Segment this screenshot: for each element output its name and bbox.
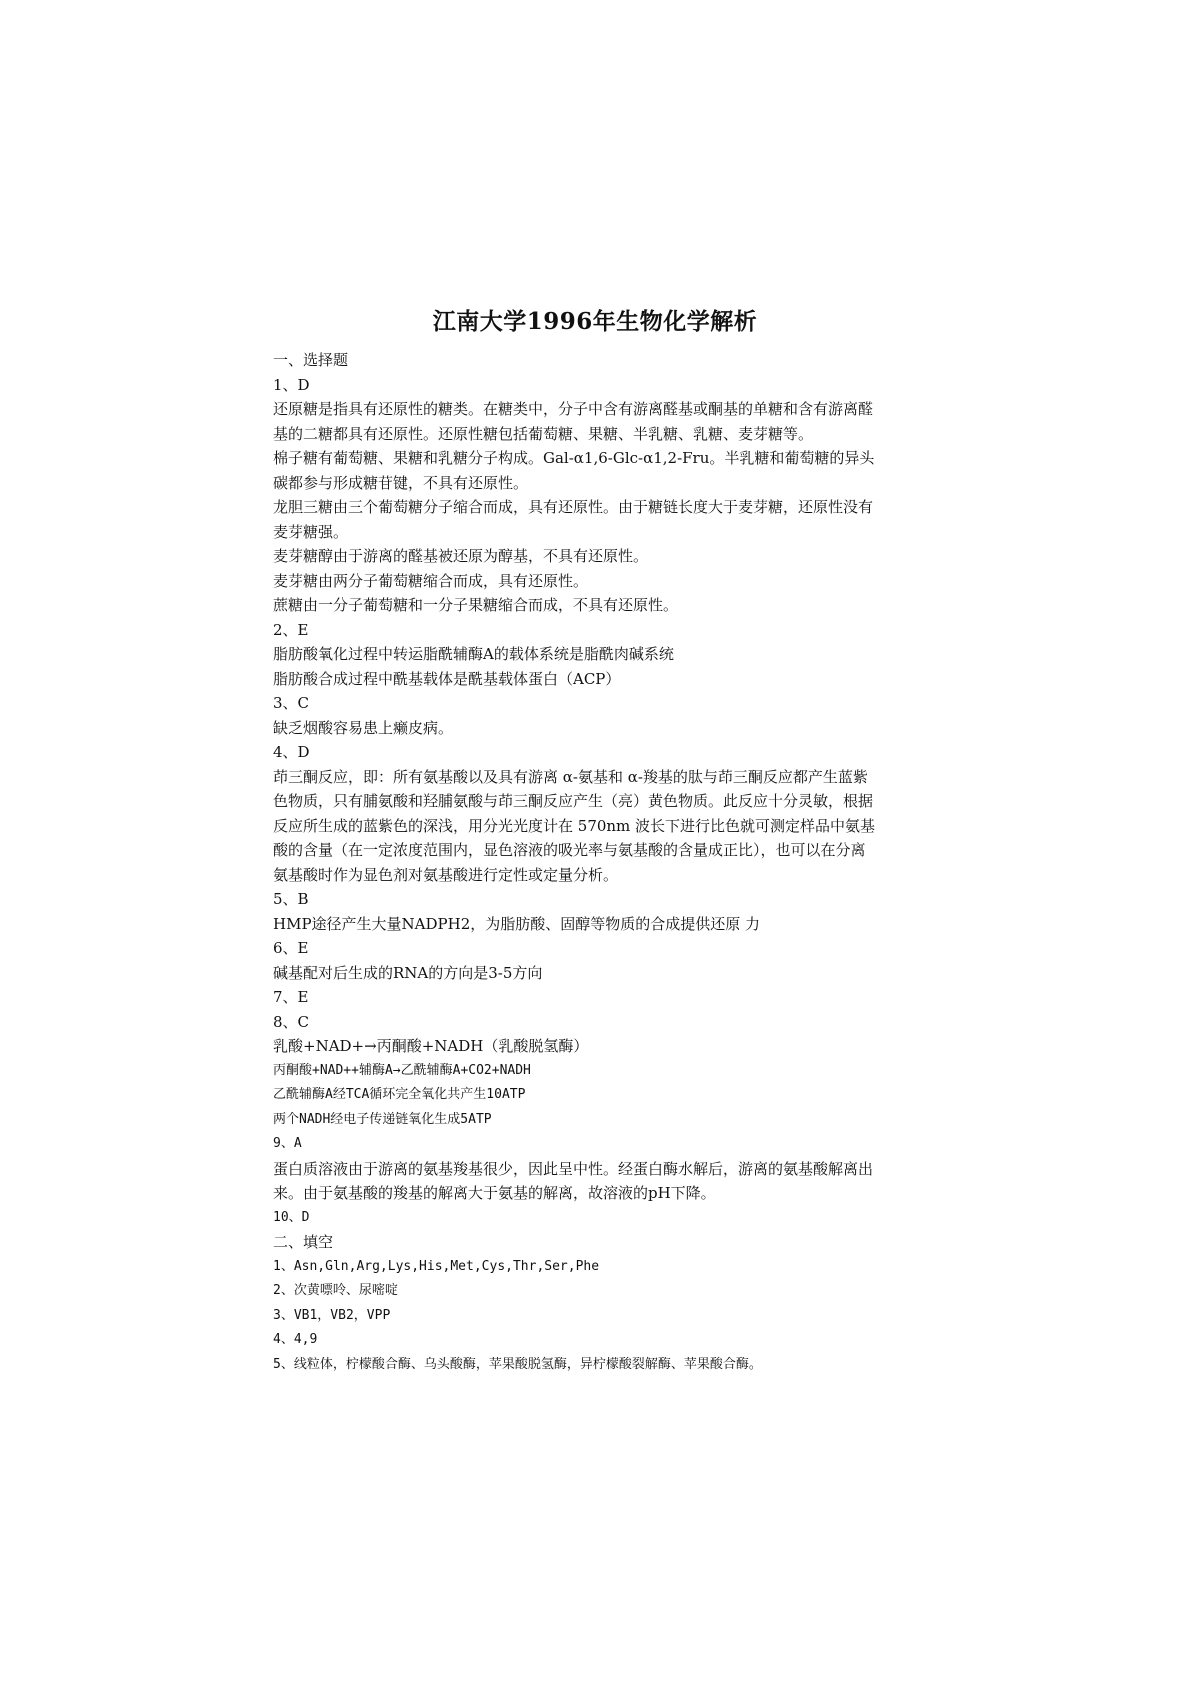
text-line: 3、C — [273, 694, 310, 712]
text-line: 基的二糖都具有还原性。还原性糖包括葡萄糖、果糖、半乳糖、乳糖、麦芽糖等。 — [273, 424, 814, 443]
text-line: 两个NADH经电子传递链氧化生成5ATP — [273, 1111, 492, 1127]
text-line: 乙酰辅酶A经TCA循环完全氧化共产生10ATP — [273, 1087, 526, 1102]
text-line: 麦芽糖由两分子葡萄糖缩合而成，具有还原性。 — [273, 571, 589, 590]
text-line: 6、E — [273, 939, 309, 957]
text-line: 乳酸+NAD+→丙酮酸+NADH（乳酸脱氢酶） — [273, 1037, 589, 1055]
text-line: 8、C — [273, 1012, 310, 1031]
text-line: 碳都参与形成糖苷键，不具有还原性。 — [273, 473, 529, 492]
text-line: 麦芽糖强。 — [273, 522, 349, 541]
text-line: 茚三酮反应，即：所有氨基酸以及具有游离 α-氨基和 α-羧基的肽与茚三酮反应都产生蓝紫 — [273, 767, 868, 786]
text-line: 龙胆三糖由三个葡萄糖分子缩合而成，具有还原性。由于糖链长度大于麦芽糖，还原性没有 — [273, 498, 874, 516]
text-line: 3、VB1，VB2，VPP — [273, 1307, 391, 1323]
text-line: 2、E — [273, 620, 309, 639]
document-title: 江南大学1996年生物化学解析 — [432, 308, 758, 335]
text-line: 4、D — [273, 743, 310, 761]
text-line: 9、A — [273, 1136, 302, 1151]
text-line: 还原糖是指具有还原性的糖类。在糖类中，分子中含有游离醛基或酮基的单糖和含有游离醛 — [273, 400, 874, 418]
text-line: 二、填空 — [273, 1233, 334, 1251]
text-line: 来。由于氨基酸的羧基的解离大于氨基的解离，故溶液的pH下降。 — [273, 1184, 716, 1202]
text-line: 蛋白质溶液由于游离的氨基羧基很少，因此呈中性。经蛋白酶水解后，游离的氨基酸解离出 — [273, 1159, 874, 1178]
text-line: 酸的含量（在一定浓度范围内，显色溶液的吸光率与氨基酸的含量成正比），也可以在分离 — [273, 841, 866, 859]
text-line: 丙酮酸+NAD++辅酶A→乙酰辅酶A+CO2+NADH — [273, 1062, 531, 1078]
text-line: 碱基配对后生成的RNA的方向是3-5方向 — [273, 963, 543, 982]
text-line: 脂肪酸氧化过程中转运脂酰辅酶A的载体系统是脂酰肉碱系统 — [273, 645, 674, 663]
text-line: 1、D — [273, 375, 310, 394]
text-line: 一、选择题 — [273, 351, 349, 369]
text-line: 5、线粒体，柠檬酸合酶、乌头酸酶，苹果酸脱氢酶，异柠檬酸裂解酶、苹果酸合酶。 — [273, 1356, 762, 1372]
document-body — [273, 348, 923, 1377]
text-line: 反应所生成的蓝紫色的深浅，用分光光度计在 570nm 波长下进行比色就可测定样品中氨基 — [273, 816, 876, 835]
text-line: 1、Asn,Gln,Arg,Lys,His,Met,Cys,Thr,Ser,Phe — [273, 1258, 600, 1274]
text-line: 蔗糖由一分子葡萄糖和一分子果糖缩合而成，不具有还原性。 — [273, 596, 679, 614]
text-line: 氨基酸时作为显色剂对氨基酸进行定性或定量分析。 — [273, 865, 619, 884]
text-line: 7、E — [273, 988, 309, 1006]
text-line: 4、4,9 — [273, 1332, 318, 1347]
text-line: 缺乏烟酸容易患上癞皮病。 — [273, 718, 454, 737]
text-line: 脂肪酸合成过程中酰基载体是酰基载体蛋白（ACP） — [273, 669, 621, 688]
text-line: 麦芽糖醇由于游离的醛基被还原为醇基，不具有还原性。 — [273, 547, 649, 565]
text-line: 10、D — [273, 1209, 310, 1225]
text-line: 色物质，只有脯氨酸和羟脯氨酸与茚三酮反应产生（亮）黄色物质。此反应十分灵敏，根据 — [273, 792, 874, 810]
text-line: 5、B — [273, 890, 309, 908]
text-line: HMP途径产生大量NADPH2，为脂肪酸、固醇等物质的合成提供还原 力 — [273, 914, 761, 933]
text-line: 棉子糖有葡萄糖、果糖和乳糖分子构成。Gal-α1,6-Glc-α1,2-Fru。半乳糖和葡萄糖的异头 — [273, 449, 875, 467]
text-line: 2、次黄嘌呤、尿嘧啶 — [273, 1283, 398, 1298]
